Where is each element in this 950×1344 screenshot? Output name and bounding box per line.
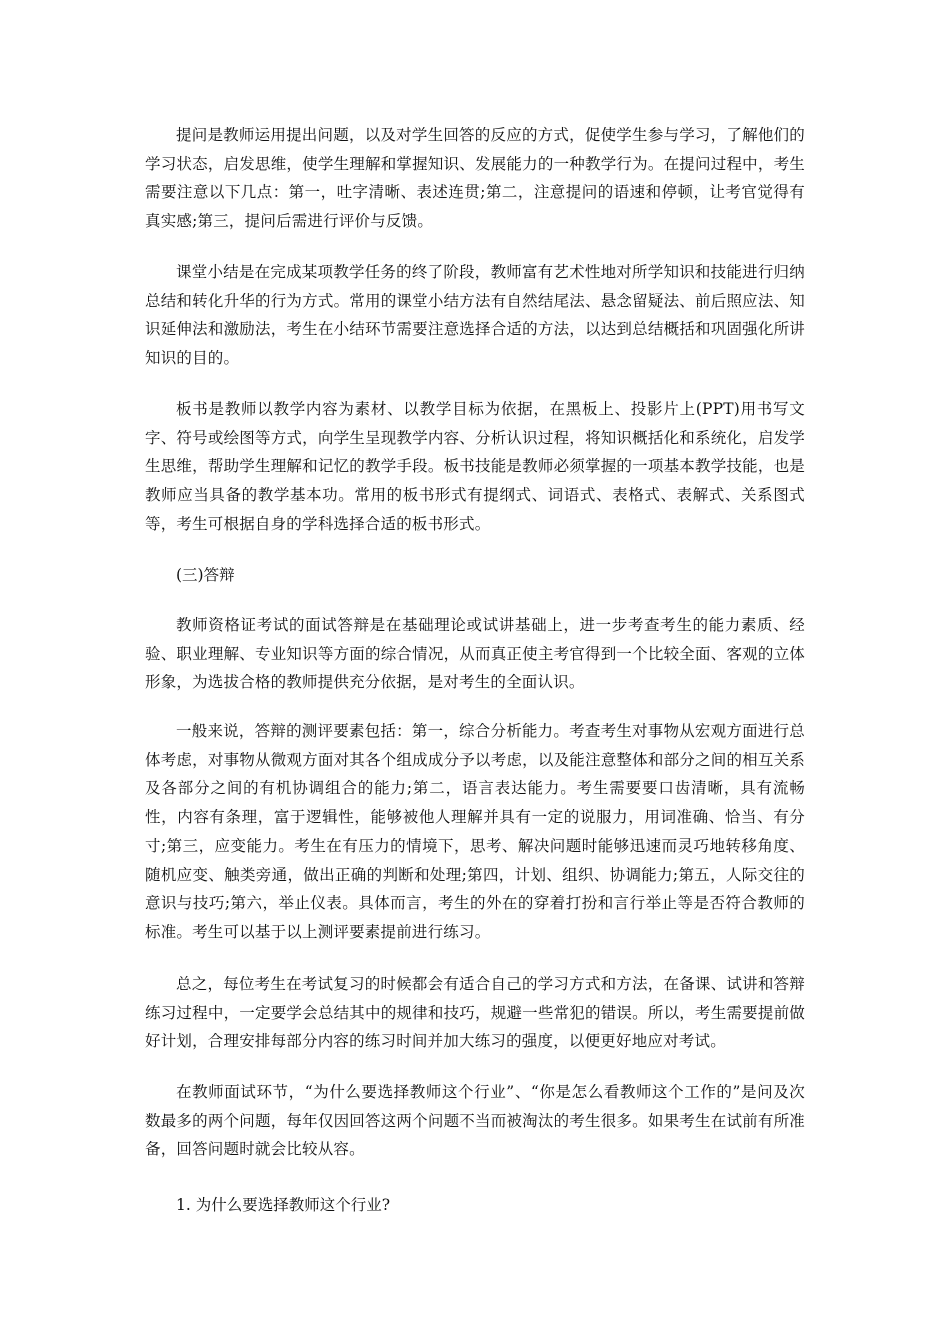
paragraph-lesson-summary: 课堂小结是在完成某项教学任务的终了阶段，教师富有艺术性地对所学知识和技能进行归纳总结和转化升华的行为方式。常用的课堂小结方法有自然结尾法、悬念留疑法、前后照应法、知识延伸法和激励法，考生在小结环节需要注意选择合适的方法，以达到总结概括和巩固强化所讲知识的目的。 (145, 263, 805, 368)
paragraph-conclusion: 总之，每位考生在考试复习的时候都会有适合自己的学习方式和方法，在备课、试讲和答辩练习过程中，一定要学会总结其中的规律和技巧，规避一些常犯的错误。所以，考生需要提前做好计划，合理安排每部分内容的练习时间并加大练习的强度，以便更好地应对考试。 (145, 975, 805, 1051)
question-heading-1: 1. 为什么要选择教师这个行业? (176, 1196, 391, 1214)
paragraph-defense-intro: 教师资格证考试的面试答辩是在基础理论或试讲基础上，进一步考查考生的能力素质、经验、职业理解、专业知识等方面的综合情况，从而真正使主考官得到一个比较全面、客观的立体形象，为选拔合格的教师提供充分依据，是对考生的全面认识。 (145, 616, 805, 692)
paragraph-interview-questions: 在教师面试环节，“为什么要选择教师这个行业”、“你是怎么看教师这个工作的”是问及次数最多的两个问题，每年仅因回答这两个问题不当而被淘汰的考生很多。如果考生在试前有所准备，回答问题时就会比较从容。 (145, 1083, 805, 1159)
paragraph-questioning: 提问是教师运用提出问题，以及对学生回答的反应的方式，促使学生参与学习，了解他们的学习状态，启发思维，使学生理解和掌握知识、发展能力的一种教学行为。在提问过程中，考生需要注意以下几点：第一，吐字清晰、表述连贯;第二，注意提问的语速和停顿，让考官觉得有真实感;第三，提问后需进行评价与反馈。 (145, 126, 805, 231)
paragraph-blackboard-writing: 板书是教师以教学内容为素材、以教学目标为依据，在黑板上、投影片上(PPT)用书写文字、符号或绘图等方式，向学生呈现教学内容、分析认识过程，将知识概括化和系统化，启发学生思维，帮助学生理解和记忆的教学手段。板书技能是教师必须掌握的一项基本教学技能，也是教师应当具备的教学基本功。常用的板书形式有提纲式、词语式、表格式、表解式、关系图式等，考生可根据自身的学科选择合适的板书形式。 (145, 400, 805, 533)
paragraph-defense-criteria: 一般来说，答辩的测评要素包括：第一，综合分析能力。考查考生对事物从宏观方面进行总体考虑，对事物从微观方面对其各个组成成分予以考虑，以及能注意整体和部分之间的相互关系及各部分之间的有机协调组合的能力;第二，语言表达能力。考生需要要口齿清晰，具有流畅性，内容有条理，富于逻辑性，能够被他人理解并具有一定的说服力，用词准确、恰当、有分寸;第三，应变能力。考生在有压力的情境下，思考、解决问题时能够迅速而灵巧地转移角度、随机应变、触类旁通，做出正确的判断和处理;第四，计划、组织、协调能力;第五，人际交往的意识与技巧;第六，举止仪表。具体而言，考生的外在的穿着打扮和言行举止等是否符合教师的标准。考生可以基于以上测评要素提前进行练习。 (145, 722, 805, 941)
section-heading-defense: (三)答辩 (176, 566, 235, 584)
